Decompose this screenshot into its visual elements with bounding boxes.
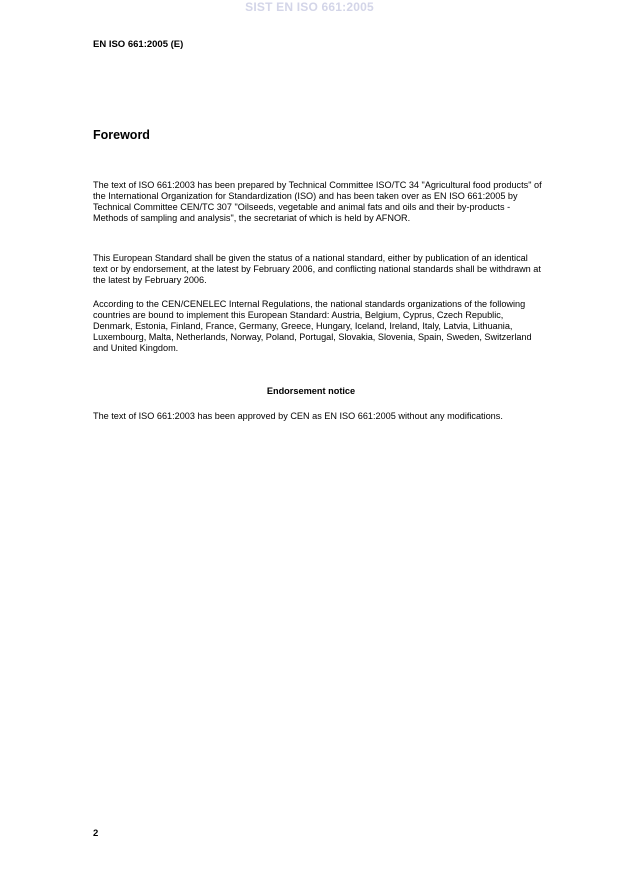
page-number: 2 xyxy=(93,828,99,839)
foreword-heading: Foreword xyxy=(93,128,150,142)
foreword-paragraph-1: The text of ISO 661:2003 has been prepared by Technical Committee ISO/TC 34 "Agricultural food products" of the International Organization for Standardization (ISO) and has been taken over as EN ISO 661:2005 by Technical Committee CEN/TC 307 "Oilseeds, vegetable and animal fats and oils and their by-products - Methods of sampling and analysis", the secretariat of which is held by AFNOR. xyxy=(93,180,542,223)
endorsement-paragraph: The text of ISO 661:2003 has been approved by CEN as EN ISO 661:2005 without any modifications. xyxy=(93,411,503,421)
foreword-paragraph-3: According to the CEN/CENELEC Internal Regulations, the national standards organizations of the following countries are bound to implement this European Standard: Austria, Belgium, Cyprus, Czech Republic, Denmark, Estonia, Finland, France, Germany, Greece, Hungary, Iceland, Ireland, Italy, Latvia, Lithuania, Luxembourg, Malta, Netherlands, Norway, Poland, Portugal, Slovakia, Slovenia, Spain, Sweden, Switzerland and United Kingdom. xyxy=(93,299,532,353)
watermark: SIST EN ISO 661:2005 xyxy=(245,0,374,14)
foreword-paragraph-2: This European Standard shall be given the status of a national standard, either by publication of an identical text or by endorsement, at the latest by February 2006, and conflicting national standards shall be withdrawn at the latest by February 2006. xyxy=(93,253,541,285)
document-id-header: EN ISO 661:2005 (E) xyxy=(93,39,184,50)
endorsement-heading: Endorsement notice xyxy=(266,386,356,396)
